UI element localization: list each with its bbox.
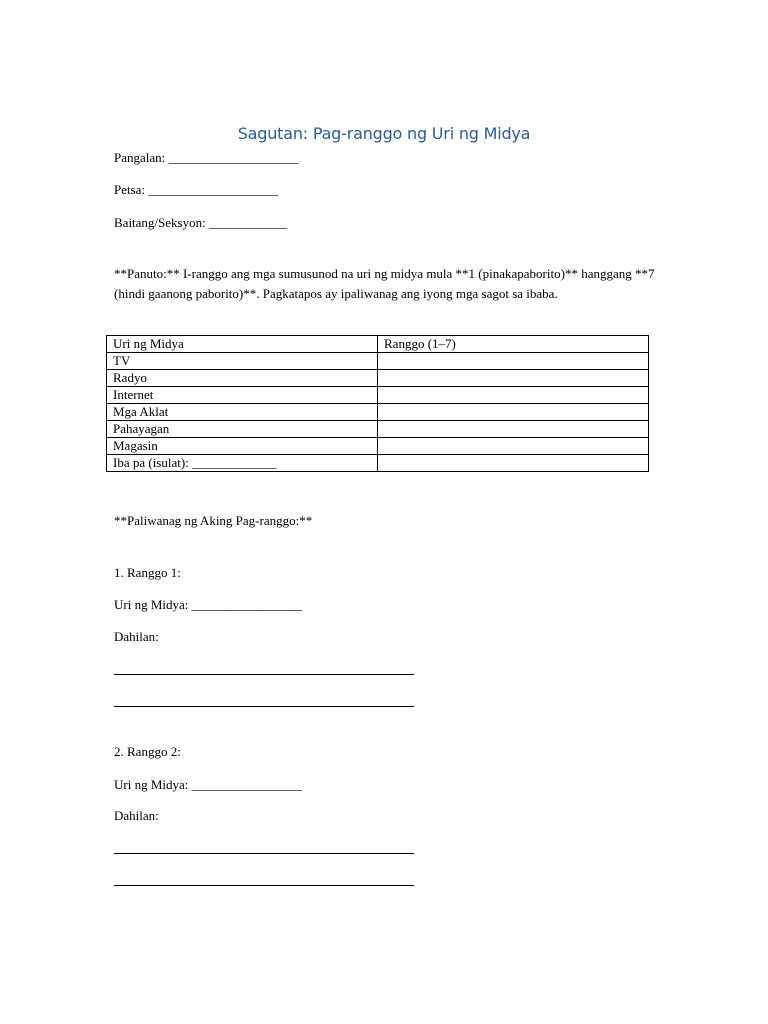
name-field[interactable]: Pangalan: ____________________	[114, 150, 299, 165]
rank-cell[interactable]	[378, 387, 649, 404]
rank-cell[interactable]	[378, 353, 649, 370]
media-cell: Radyo	[107, 370, 378, 387]
rank-cell[interactable]	[378, 421, 649, 438]
rank-cell[interactable]	[378, 455, 649, 472]
date-field[interactable]: Petsa: ____________________	[114, 182, 279, 197]
rank-2-media-field[interactable]: Uri ng Midya: _________________	[114, 777, 303, 792]
rank-2-label: 2. Ranggo 2:	[114, 744, 181, 759]
table-header-row	[107, 336, 649, 353]
table-header-rank: Ranggo (1–7)	[378, 336, 649, 353]
media-cell: Mga Aklat	[107, 404, 378, 421]
rank-2-reason-line-2[interactable]	[114, 885, 414, 886]
table-row	[107, 421, 649, 438]
rank-2-reason-line-1[interactable]	[114, 853, 414, 854]
rank-1-reason-label: Dahilan:	[114, 629, 159, 644]
section-field[interactable]: Baitang/Seksyon: ____________	[114, 215, 287, 230]
media-cell: Magasin	[107, 438, 378, 455]
table-row	[107, 353, 649, 370]
table-header-media: Uri ng Midya	[107, 336, 378, 353]
table-row	[107, 455, 649, 472]
table-row	[107, 438, 649, 455]
media-cell: TV	[107, 353, 378, 370]
media-cell-other[interactable]: Iba pa (isulat): _____________	[107, 455, 378, 472]
table-row	[107, 404, 649, 421]
page-title: Sagutan: Pag-ranggo ng Uri ng Midya	[237, 124, 531, 143]
table-row	[107, 370, 649, 387]
rank-cell[interactable]	[378, 404, 649, 421]
rank-1-label: 1. Ranggo 1:	[114, 565, 181, 580]
media-cell: Pahayagan	[107, 421, 378, 438]
rank-cell[interactable]	[378, 370, 649, 387]
table-row	[107, 387, 649, 404]
media-ranking-table	[106, 335, 649, 472]
rank-1-reason-line-2[interactable]	[114, 706, 414, 707]
instructions-paragraph: **Panuto:** I-ranggo ang mga sumusunod na uri ng midya mula **1 (pinakapaborito)** hanggang **7 (hindi gaanong paborito)**. Pagkatapos ay ipaliwanag ang iyong mga sagot sa ibaba.	[114, 266, 655, 301]
rank-2-reason-label: Dahilan:	[114, 808, 159, 823]
media-cell: Internet	[107, 387, 378, 404]
rank-1-reason-line-1[interactable]	[114, 674, 414, 675]
rank-cell[interactable]	[378, 438, 649, 455]
rank-1-media-field[interactable]: Uri ng Midya: _________________	[114, 597, 303, 612]
explanation-heading: **Paliwanag ng Aking Pag-ranggo:**	[114, 513, 313, 528]
